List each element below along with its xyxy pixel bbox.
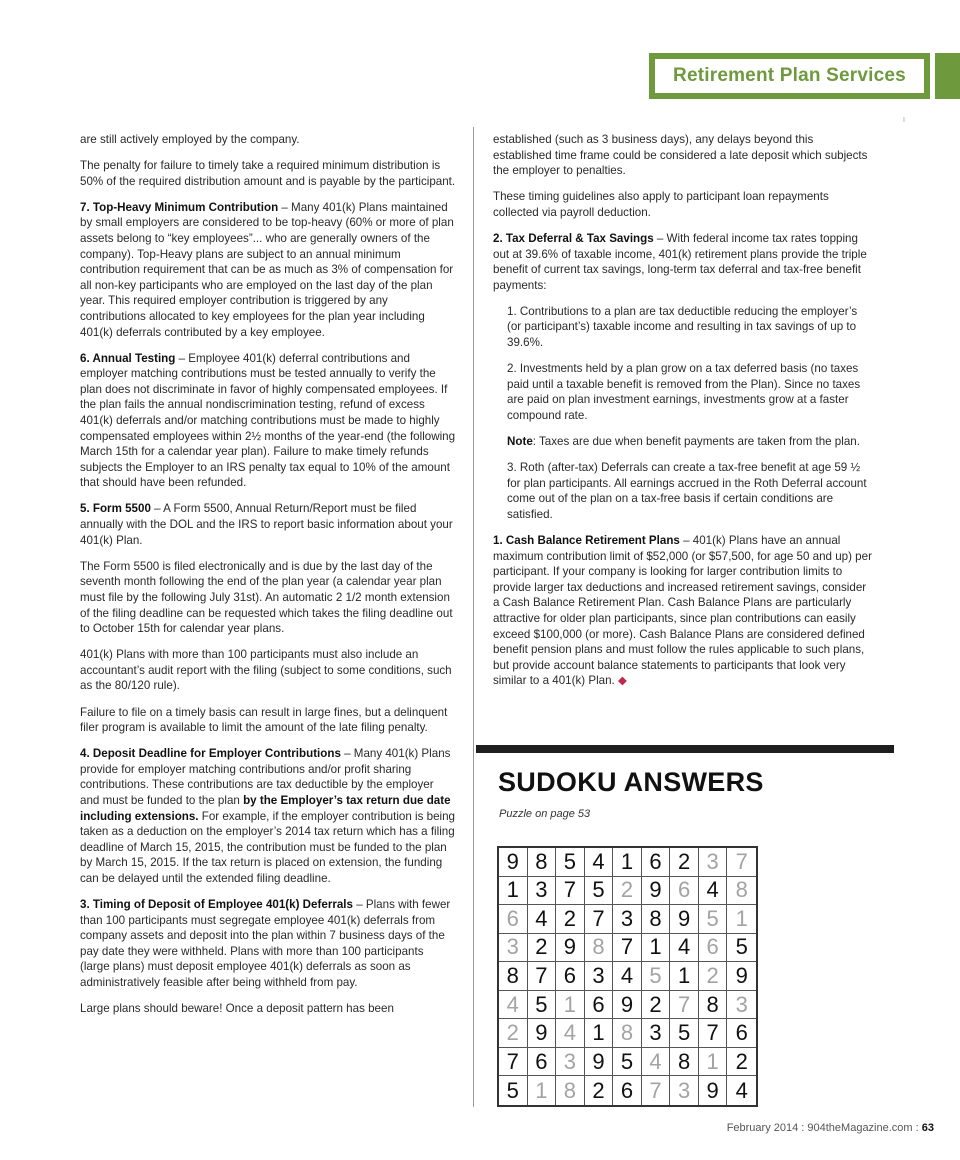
sudoku-cell: 8 — [528, 848, 557, 877]
sudoku-cell: 6 — [699, 934, 728, 963]
footer — [727, 1122, 934, 1134]
sudoku-cell: 4 — [585, 848, 614, 877]
sudoku-cell: 4 — [670, 934, 699, 963]
sudoku-cell: 9 — [528, 1019, 557, 1048]
note-text: : Taxes are due when benefit payments are taken from the plan. — [532, 435, 860, 448]
sudoku-cell: 3 — [699, 848, 728, 877]
section-4 — [80, 746, 456, 886]
sudoku-cell: 3 — [727, 991, 756, 1020]
sudoku-cell: 5 — [556, 848, 585, 877]
footer-text: February 2014 : 904theMagazine.com : — [726, 1122, 922, 1134]
sudoku-cell: 8 — [585, 934, 614, 963]
section-text: – 401(k) Plans have an annual maximum contribution limit of $52,000 (or $57,500, for age 50 and up) per participant. If your company is looking for larger contribution limits to provide larger tax deductions and increased retirement savings, consider a Cash Balance Retirement Plan. Cash Balance Plans are particularly attractive for older plan participants, since plan contributions can easily exceed $100,000 (or more). Cash Balance Plans are considered defined benefit pension plans and must follow the rules applicable to such plans, but provide account balance statements to participants that look very similar to a 401(k) Plan. — [493, 533, 872, 688]
sudoku-cell: 2 — [699, 962, 728, 991]
section-heading: 3. Timing of Deposit of Employee 401(k) Deferrals — [80, 898, 353, 912]
note-label: Note — [507, 435, 533, 448]
section-heading: 6. Annual Testing — [80, 351, 176, 365]
sudoku-cell: 1 — [585, 1019, 614, 1048]
section-heading: 2. Tax Deferral & Tax Savings — [493, 231, 654, 245]
sudoku-cell: 9 — [499, 848, 528, 877]
sudoku-cell: 5 — [699, 905, 728, 934]
sudoku-cell: 2 — [670, 848, 699, 877]
sudoku-cell: 7 — [727, 848, 756, 877]
sudoku-cell: 3 — [499, 934, 528, 963]
list-item: 2. Investments held by a plan grow on a tax deferred basis (no taxes paid until a taxable benefit is removed from the Plan). Since no taxes are paid on plan investment earnings, investments grow at a faster compound rate. — [507, 362, 861, 422]
sudoku-cell: 6 — [642, 848, 671, 877]
section-5 — [80, 501, 456, 548]
sudoku-cell: 2 — [727, 1048, 756, 1077]
sudoku-cell: 9 — [585, 1048, 614, 1077]
sudoku-rule — [476, 745, 894, 753]
sudoku-cell: 4 — [613, 962, 642, 991]
section-6 — [80, 351, 456, 491]
left-column — [80, 132, 456, 1027]
sudoku-subtitle: Puzzle on page 53 — [499, 808, 591, 820]
sudoku-cell: 9 — [642, 877, 671, 906]
emphasis-text: by the Employer’s tax return due date including extensions. — [80, 793, 451, 823]
section-1 — [493, 533, 873, 689]
paragraph: The Form 5500 is filed electronically and is due by the last day of the seventh month following the end of the plan year (a calendar year plan must file by the following July 31st). An automatic 2 1/2 month extension of the filing deadline can be requested which takes the filing deadline out to October 15th for calendar year plans. — [80, 559, 453, 636]
column-divider — [473, 127, 474, 1107]
sudoku-cell: 1 — [613, 848, 642, 877]
sudoku-cell: 7 — [585, 905, 614, 934]
sudoku-cell: 8 — [613, 1019, 642, 1048]
section-text: – Many 401(k) Plans maintained by small employers are considered to be top-heavy (60% or more of plan assets belong to “key employees”... who are generally owners of the company). Top-Heavy plans are subject to an annual minimum contribution requirement that can be as much as 3% of compensation for all non-key participants who are employed on the last day of the plan year. This required employer contribution is triggered by any contributions allocated to key employees for the plan year including 401(k) deferrals contributed by a key employee. — [80, 200, 454, 339]
sudoku-cell: 4 — [735, 1077, 748, 1103]
sudoku-cell: 5 — [642, 962, 671, 991]
paragraph: Large plans should beware! Once a deposit pattern has been — [80, 1002, 394, 1016]
sudoku-cell: 3 — [613, 905, 642, 934]
sudoku-cell: 7 — [699, 1019, 728, 1048]
sudoku-cell: 2 — [556, 905, 585, 934]
sudoku-cell: 6 — [670, 877, 699, 906]
section-text: – With federal income tax rates topping out at 39.6% of taxable income, 401(k) retirement plans provide the triple benefit of current tax savings, long-term tax deferral and tax-free benefit payments: — [493, 231, 867, 292]
sudoku-cell: 5 — [585, 877, 614, 906]
sudoku-cell: 5 — [499, 1076, 528, 1105]
sudoku-cell: 6 — [556, 962, 585, 991]
sudoku-cell: 7 — [642, 1076, 671, 1105]
sudoku-cell: 2 — [585, 1076, 614, 1105]
page-number: 63 — [921, 1122, 934, 1134]
section-heading: 1. Cash Balance Retirement Plans — [493, 533, 680, 547]
sudoku-cell: 4 — [528, 905, 557, 934]
sudoku-cell: 3 — [528, 877, 557, 906]
sudoku-cell: 1 — [528, 1076, 557, 1105]
sudoku-cell: 3 — [585, 962, 614, 991]
sudoku-cell: 7 — [499, 1048, 528, 1077]
section-text: – Many 401(k) Plans provide for employer matching contributions and/or profit sharing contributions. These contributions are tax deductible by the employer and must be funded to the plan — [80, 747, 451, 807]
sudoku-cell: 6 — [727, 1019, 756, 1048]
end-mark-icon: ◆ — [618, 674, 627, 688]
sudoku-cell: 9 — [613, 991, 642, 1020]
edge-tab — [935, 53, 960, 99]
section-banner-inner — [655, 59, 924, 93]
sudoku-cell: 5 — [613, 1048, 642, 1077]
sudoku-cell: 5 — [528, 991, 557, 1020]
sudoku-cell: 1 — [556, 991, 585, 1020]
sudoku-cell: 4 — [699, 877, 728, 906]
sudoku-cell: 6 — [499, 905, 528, 934]
paragraph: These timing guidelines also apply to participant loan repayments collected via payroll deduction. — [493, 190, 829, 219]
sudoku-cell: 5 — [727, 934, 756, 963]
sudoku-grid — [497, 846, 758, 1107]
sudoku-cell: 9 — [727, 962, 756, 991]
sudoku-cell: 9 — [699, 1076, 728, 1105]
list-item: 3. Roth (after-tax) Deferrals can create a tax-free benefit at age 59 ½ for plan participants. All earnings accrued in the Roth Deferral account come out of the plan on a tax-free basis if certain conditions are satisfied. — [507, 461, 867, 521]
sudoku-cell: 1 — [727, 905, 756, 934]
sudoku-cell: 8 — [642, 905, 671, 934]
sudoku-title: SUDOKU ANSWERS — [498, 767, 764, 797]
section-heading: 4. Deposit Deadline for Employer Contributions — [80, 747, 341, 761]
paragraph: Failure to file on a timely basis can result in large fines, but a delinquent filer program is available to limit the amount of the late filing penalty. — [80, 705, 448, 735]
sudoku-cell: 8 — [727, 877, 756, 906]
section-heading: 5. Form 5500 — [80, 502, 151, 516]
list-item: 1. Contributions to a plan are tax deductible reducing the employer’s (or participant’s) taxable income and resulting in tax savings of up to 39.6%. — [507, 304, 858, 350]
sudoku-cell: 9 — [670, 905, 699, 934]
sudoku-cell: 4 — [499, 991, 528, 1020]
tiny-mark: I — [903, 117, 905, 124]
section-banner — [649, 53, 930, 99]
paragraph: 401(k) Plans with more than 100 participants must also include an accountant’s audit report with the filing (subject to some conditions, such as the 80/120 rule). — [80, 648, 452, 693]
sudoku-cell: 2 — [499, 1019, 528, 1048]
sudoku-cell: 7 — [556, 877, 585, 906]
sudoku-cell: 9 — [556, 934, 585, 963]
note — [507, 434, 873, 450]
section-text: – A Form 5500, Annual Return/Report must be filed annually with the DOL and the IRS to report basic information about your 401(k) Plan. — [80, 502, 453, 547]
sudoku-cell: 8 — [556, 1076, 585, 1105]
sudoku-cell: 7 — [613, 934, 642, 963]
sudoku-cell: 4 — [556, 1019, 585, 1048]
section-text: – Employee 401(k) deferral contributions and employer matching contributions must be tested annually to verify the plan does not discriminate in favor of highly compensated employees. If the plan fails the annual nondiscrimination testing, refund of excess 401(k) deferrals and/or matching contributions must be made to highly compensated employees within 2½ months of the year-end (the following March 15th for a calendar year plan). Failure to make timely refunds subjects the Employer to an IRS penalty tax equal to 10% of the amount that should have been refunded. — [80, 351, 456, 490]
sudoku-cell: 1 — [499, 877, 528, 906]
paragraph: are still actively employed by the company. — [80, 133, 300, 146]
sudoku-cell: 8 — [699, 991, 728, 1020]
sudoku-cell: 4 — [642, 1048, 671, 1077]
section-title: Retirement Plan Services — [673, 65, 906, 86]
sudoku-cell: 3 — [556, 1048, 585, 1077]
section-2 — [493, 231, 873, 293]
sudoku-cell: 2 — [528, 934, 557, 963]
sudoku-cell: 1 — [670, 962, 699, 991]
sudoku-cell: 6 — [585, 991, 614, 1020]
sudoku-cell: 1 — [642, 934, 671, 963]
sudoku-cell: 3 — [670, 1076, 699, 1105]
section-text: For example, if the employer contribution is being taken as a deduction on the employer’s 2014 tax return which has a filing deadline of March 15, 2015, the contribution must be funded to the plan by March 15, 2015. If the tax return is placed on extension, the funding can be delayed until the extended filing deadline. — [80, 809, 456, 885]
sudoku-cell: 2 — [642, 991, 671, 1020]
sudoku-cell: 8 — [499, 962, 528, 991]
right-column — [493, 132, 873, 699]
section-3 — [80, 897, 456, 991]
sudoku-cell: 1 — [699, 1048, 728, 1077]
sudoku-cell: 5 — [670, 1019, 699, 1048]
section-heading: 7. Top-Heavy Minimum Contribution — [80, 200, 279, 214]
section-text: – Plans with fewer than 100 participants must segregate employee 401(k) deferrals from company assets and deposit into the plan within 7 business days of the pay date they were withheld. Plans with more than 100 participants (large plans) must deposit employee 401(k) deferrals as soon as administratively feasible after being withheld from pay. — [80, 898, 451, 989]
paragraph: established (such as 3 business days), any delays beyond this established time frame could be considered a late deposit which subjects the employer to penalties. — [493, 133, 868, 178]
sudoku-cell: 3 — [642, 1019, 671, 1048]
sudoku-cell: 6 — [528, 1048, 557, 1077]
sudoku-cell: 7 — [670, 991, 699, 1020]
section-7 — [80, 200, 456, 340]
sudoku-cell: 8 — [670, 1048, 699, 1077]
sudoku-cell: 6 — [613, 1076, 642, 1105]
sudoku-cell: 7 — [528, 962, 557, 991]
sudoku-cell: 2 — [613, 877, 642, 906]
paragraph: The penalty for failure to timely take a required minimum distribution is 50% of the required distribution amount and is payable by the participant. — [80, 159, 456, 188]
